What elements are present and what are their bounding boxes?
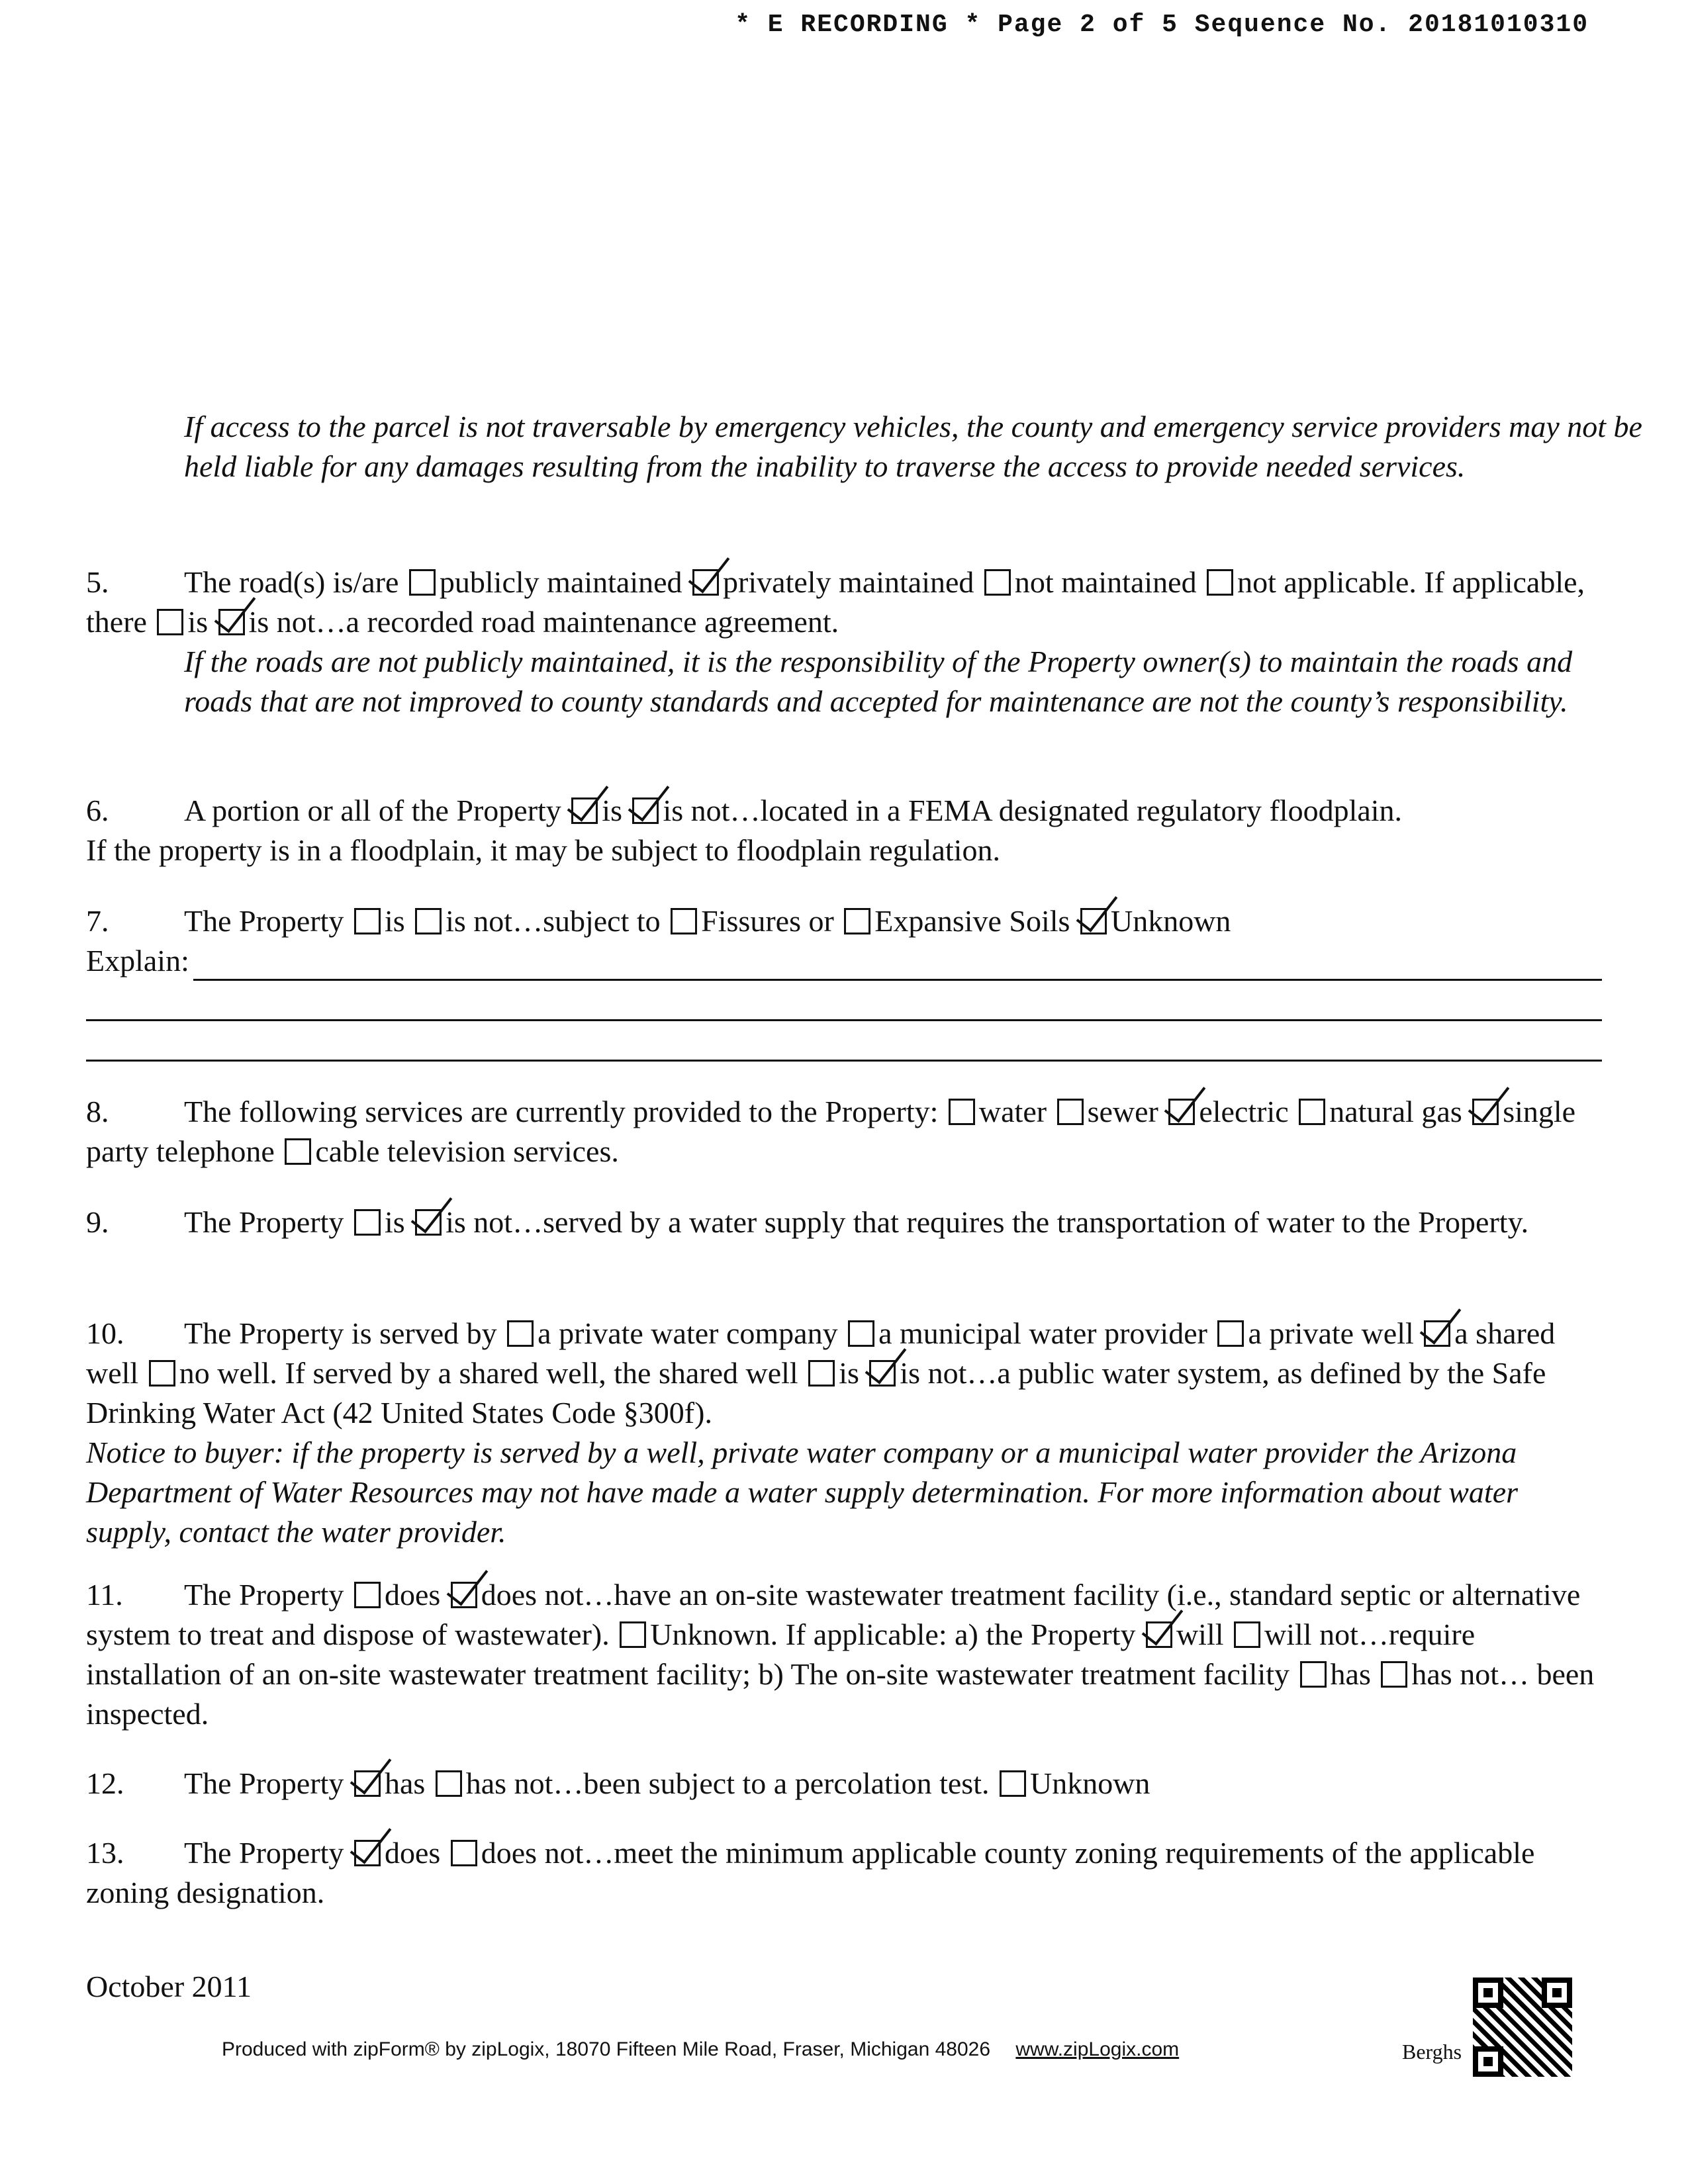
option-label: Fissures or (701, 904, 834, 938)
checkbox-cable[interactable] (285, 1138, 311, 1165)
explain-row (86, 941, 1602, 981)
item-11 (86, 1575, 1602, 1734)
item-13 (86, 1833, 1602, 1913)
checkbox-inspected-has[interactable] (1300, 1661, 1327, 1688)
checkbox-expansive-soils[interactable] (844, 908, 870, 934)
item-7 (86, 901, 1602, 1062)
water-notice: Notice to buyer: if the property is served by a well, private water company or a municipal water provider the Arizona Department of Water Resources may not have made a water supply determination. For more information about water supply, contact the water provider. (86, 1435, 1519, 1549)
option-label: does (384, 1836, 441, 1870)
initials: Berghs (1402, 2040, 1462, 2064)
checkbox-public-system-is-not[interactable] (869, 1360, 896, 1387)
explain-line[interactable] (86, 981, 1602, 1021)
item-number: 7. (86, 904, 109, 938)
option-label: privately maintained (723, 565, 974, 599)
checkbox-not-applicable[interactable] (1207, 569, 1233, 596)
option-label: a private water company (538, 1316, 838, 1350)
checkbox-public-system-is[interactable] (808, 1360, 835, 1387)
checkbox-wastewater-does-not[interactable] (451, 1582, 477, 1608)
checkbox-soil-unknown[interactable] (1080, 908, 1107, 934)
checkbox-not-maintained[interactable] (984, 569, 1011, 596)
option-label: is not…a public water system, as defined by the Safe Drinking Water Act (42 United States Code §300f). (86, 1356, 1546, 1430)
item-5 (86, 563, 1602, 721)
option-label: will not…require installation of an on-site wastewater treatment facility; b) The on-site wastewater treatment facility (86, 1617, 1476, 1691)
option-label: water (978, 1095, 1047, 1128)
checkbox-wastewater-does[interactable] (354, 1582, 381, 1608)
option-label: is not…subject to (445, 904, 661, 938)
option-label: sewer (1087, 1095, 1158, 1128)
checkbox-zoning-does[interactable] (354, 1840, 381, 1866)
producer-line (222, 2038, 1179, 2061)
option-label: no well. (179, 1356, 277, 1390)
item-lead: The Property (184, 1578, 344, 1612)
item-number: 9. (86, 1205, 109, 1239)
recording-header: * E RECORDING * Page 2 of 5 Sequence No. 20181010310 (735, 11, 1589, 39)
checkbox-percolation-has-not[interactable] (436, 1770, 462, 1797)
option-label: single party telephone (86, 1095, 1576, 1168)
option-label: publicly maintained (439, 565, 682, 599)
checkbox-no-well[interactable] (149, 1360, 175, 1387)
checkbox-wastewater-unknown[interactable] (620, 1621, 646, 1648)
checkbox-soil-is-not[interactable] (415, 908, 442, 934)
checkbox-soil-is[interactable] (354, 908, 381, 934)
option-label: is (187, 605, 209, 639)
option-label: will (1176, 1617, 1224, 1651)
checkbox-shared-well[interactable] (1424, 1320, 1450, 1347)
checkbox-water[interactable] (949, 1099, 975, 1125)
item-10 (86, 1314, 1602, 1552)
checkbox-publicly-maintained[interactable] (409, 569, 436, 596)
checkbox-telephone[interactable] (1472, 1099, 1499, 1125)
item-lead: The Property (184, 1836, 344, 1870)
checkbox-agreement-is-not[interactable] (218, 609, 245, 635)
explain-line[interactable] (193, 948, 1602, 981)
option-label: electric (1199, 1095, 1289, 1128)
option-label: is not…a recorded road maintenance agreement. (248, 605, 839, 639)
checkbox-municipal-provider[interactable] (848, 1320, 874, 1347)
checkbox-electric[interactable] (1168, 1099, 1195, 1125)
item-text: If applicable, there (86, 565, 1585, 639)
option-label: has not… been inspected. (86, 1657, 1595, 1731)
explain-label: Explain: (86, 944, 189, 978)
checkbox-install-will-not[interactable] (1234, 1621, 1260, 1648)
item-number: 8. (86, 1095, 109, 1128)
explain-line[interactable] (86, 1021, 1602, 1062)
checkbox-transport-is[interactable] (354, 1209, 381, 1236)
option-label: is (384, 904, 405, 938)
item-12 (86, 1764, 1602, 1803)
item-8 (86, 1092, 1602, 1171)
item-number: 13. (86, 1836, 124, 1870)
option-label: has (384, 1766, 426, 1800)
item-lead: The Property (184, 904, 344, 938)
option-label: is (602, 794, 622, 827)
option-label: does not…have an on-site wastewater treatment facility (i.e., standard septic or alternative system to treat and dispose of wastewater). (86, 1578, 1581, 1651)
option-label: does not…meet the minimum applicable county zoning requirements of the applicable zoning designation. (86, 1836, 1535, 1909)
item-lead: The Property (184, 1205, 344, 1239)
option-label: Unknown (1110, 904, 1231, 938)
checkbox-percolation-unknown[interactable] (1000, 1770, 1026, 1797)
floodplain-note: If the property is in a floodplain, it may be subject to floodplain regulation. (86, 833, 1000, 867)
option-label: is (839, 1356, 859, 1390)
checkbox-natural-gas[interactable] (1299, 1099, 1325, 1125)
option-label: not applicable. (1237, 565, 1417, 599)
option-label: Unknown (1029, 1766, 1150, 1800)
form-date: October 2011 (86, 1970, 252, 2003)
qr-code-icon (1473, 1978, 1572, 2077)
checkbox-agreement-is[interactable] (157, 609, 183, 635)
item-lead: The road(s) is/are (184, 565, 399, 599)
option-label: a shared well (86, 1316, 1556, 1390)
ziplogix-link[interactable]: www.zipLogix.com (1015, 2038, 1180, 2060)
item-text: If applicable: a) the Property (785, 1617, 1136, 1651)
item-6 (86, 791, 1602, 870)
checkbox-private-well[interactable] (1217, 1320, 1244, 1347)
option-label: Unknown. (650, 1617, 778, 1651)
access-notice: If access to the parcel is not traversable by emergency vehicles, the county and emergency service providers may not be held liable for any damages resulting from the inability to traverse the access to provide needed services. (184, 410, 1642, 483)
option-label: is not…served by a water supply that requires the transportation of water to the Property. (445, 1205, 1529, 1239)
checkbox-percolation-has[interactable] (354, 1770, 381, 1797)
item-number: 6. (86, 794, 109, 827)
option-label: is (384, 1205, 405, 1239)
checkbox-transport-is-not[interactable] (415, 1209, 442, 1236)
option-label: does (384, 1578, 441, 1612)
item-text: If served by a shared well, the shared well (285, 1356, 798, 1390)
option-label: natural gas (1329, 1095, 1462, 1128)
item-number: 10. (86, 1316, 124, 1350)
checkbox-install-will[interactable] (1146, 1621, 1172, 1648)
checkbox-private-water-company[interactable] (507, 1320, 534, 1347)
item-lead: The Property (184, 1766, 344, 1800)
checkbox-zoning-does-not[interactable] (451, 1840, 477, 1866)
checkbox-floodplain-is-not[interactable] (632, 797, 659, 824)
option-label: is not…located in a FEMA designated regulatory floodplain. (663, 794, 1403, 827)
option-label: Expansive Soils (874, 904, 1070, 938)
checkbox-inspected-has-not[interactable] (1381, 1661, 1407, 1688)
option-label: not maintained (1014, 565, 1197, 599)
road-notice: If the roads are not publicly maintained, it is the responsibility of the Property owner(s) to maintain the roads and roads that are not improved to county standards and accepted for maintenance are not the county’s responsibility. (184, 645, 1573, 718)
option-label: cable television services. (315, 1134, 619, 1168)
checkbox-privately-maintained[interactable] (692, 569, 719, 596)
option-label: has (1330, 1657, 1371, 1691)
option-label: a municipal water provider (878, 1316, 1207, 1350)
item-lead: A portion or all of the Property (184, 794, 561, 827)
item-9 (86, 1203, 1602, 1242)
item-lead: The Property is served by (184, 1316, 497, 1350)
checkbox-floodplain-is[interactable] (571, 797, 598, 824)
option-label: has not…been subject to a percolation test. (465, 1766, 990, 1800)
checkbox-sewer[interactable] (1057, 1099, 1084, 1125)
item-number: 11. (86, 1578, 123, 1612)
checkbox-fissures[interactable] (671, 908, 697, 934)
item-number: 12. (86, 1766, 124, 1800)
producer-text: Produced with zipForm® by zipLogix, 18070 Fifteen Mile Road, Fraser, Michigan 48026 (222, 2038, 991, 2060)
option-label: a private well (1248, 1316, 1414, 1350)
item-lead: The following services are currently provided to the Property: (184, 1095, 939, 1128)
item-number: 5. (86, 565, 109, 599)
